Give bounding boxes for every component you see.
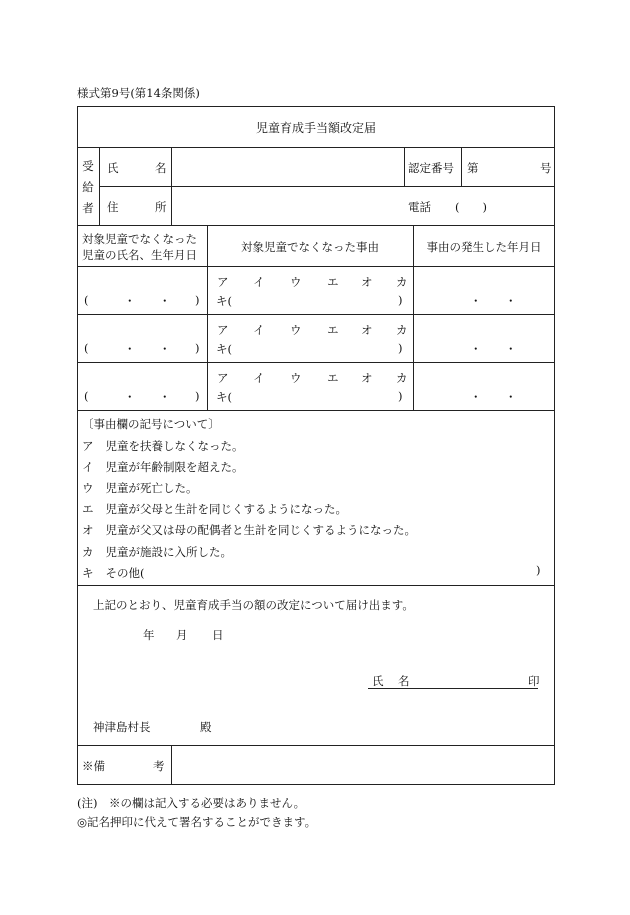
- note-key: オ: [82, 523, 94, 538]
- reason-option[interactable]: ウ: [290, 323, 302, 337]
- reason-other-field[interactable]: [230, 290, 390, 308]
- reason-option[interactable]: エ: [327, 275, 339, 289]
- recipient-label: 受 給 者: [82, 159, 94, 215]
- reason-option[interactable]: ア: [217, 371, 229, 385]
- cert-number-field[interactable]: [490, 150, 535, 183]
- name-field[interactable]: [176, 150, 400, 183]
- birth-dot: ・: [124, 342, 136, 356]
- reason-other-close: ): [398, 341, 403, 355]
- note-item: [82, 565, 145, 581]
- divider: [77, 362, 555, 363]
- child-name-birth-field[interactable]: [80, 269, 204, 311]
- birth-dot: ・: [124, 294, 136, 308]
- divider: [99, 186, 555, 187]
- divider: [77, 745, 555, 746]
- note-key: ウ: [82, 481, 94, 496]
- date-column-header: 事由の発生した年月日: [426, 240, 542, 254]
- footer-note-1: (注) ※の欄は記入する必要はありません。: [77, 796, 306, 810]
- phone-field[interactable]: ( ): [455, 200, 487, 214]
- birth-open-paren: (: [84, 341, 89, 355]
- divider: [171, 147, 172, 225]
- note-text: 児童が父又は母の配偶者と生計を同じくするようになった。: [105, 523, 416, 538]
- note-item: [82, 459, 244, 475]
- divider: [461, 147, 462, 186]
- honorific: 殿: [200, 720, 212, 734]
- note-text: 児童が父母と生計を同じくするようになった。: [105, 502, 347, 517]
- occurrence-date-field[interactable]: [416, 365, 552, 407]
- phone-label: 電話: [408, 200, 431, 214]
- reason-option[interactable]: イ: [253, 323, 265, 337]
- note-key: エ: [82, 502, 94, 517]
- note-item: [82, 544, 232, 560]
- divider: [77, 585, 555, 586]
- reason-option[interactable]: カ: [396, 275, 408, 289]
- name-label-2: 名: [155, 161, 167, 175]
- note-item: [82, 501, 347, 517]
- divider: [99, 147, 100, 225]
- divider: [171, 745, 172, 785]
- reason-option[interactable]: エ: [327, 371, 339, 385]
- reason-option[interactable]: イ: [253, 371, 265, 385]
- remarks-label-2: 考: [153, 759, 165, 773]
- cert-prefix: 第: [467, 161, 479, 175]
- birth-dot: ・: [159, 390, 171, 404]
- reason-other-close: ): [398, 389, 403, 403]
- seal-label: 印: [528, 674, 540, 688]
- reason-option[interactable]: オ: [361, 275, 373, 289]
- note-item: [82, 522, 416, 538]
- birth-close-paren: ): [195, 293, 200, 307]
- child-name-birth-field[interactable]: [80, 365, 204, 407]
- note-text: 児童が年齢制限を超えた。: [105, 460, 244, 475]
- birth-close-paren: ): [195, 389, 200, 403]
- note-text: 児童を扶養しなくなった。: [105, 439, 244, 453]
- reason-option[interactable]: イ: [253, 275, 265, 289]
- name-label-1: 氏: [107, 161, 119, 175]
- reason-option[interactable]: カ: [396, 371, 408, 385]
- note-text: 児童が死亡した。: [105, 481, 198, 496]
- divider: [77, 266, 555, 267]
- child-name-birth-field[interactable]: [80, 317, 204, 359]
- birth-open-paren: (: [84, 293, 89, 307]
- date-year: 年: [143, 628, 155, 642]
- date-day: 日: [212, 628, 224, 642]
- divider: [77, 225, 555, 226]
- note-key: キ: [82, 565, 94, 580]
- note-key: ア: [82, 439, 94, 453]
- reason-option[interactable]: ウ: [290, 371, 302, 385]
- reason-other-open[interactable]: キ(: [216, 342, 232, 356]
- occurrence-date-field[interactable]: [416, 317, 552, 359]
- reason-option[interactable]: オ: [361, 371, 373, 385]
- divider: [77, 410, 555, 411]
- addressee: 神津島村長: [93, 720, 151, 734]
- signer-name-label-1: 氏: [372, 674, 384, 688]
- reason-other-open[interactable]: キ(: [216, 390, 232, 404]
- note-text: 児童が施設に入所した。: [105, 544, 232, 559]
- note-item: [82, 480, 198, 496]
- remarks-label-1: ※備: [82, 759, 105, 773]
- reason-column-header: 対象児童でなくなった事由: [241, 240, 379, 254]
- address-field[interactable]: [176, 189, 401, 222]
- reason-other-field[interactable]: [230, 386, 390, 404]
- child-column-header: 対象児童でなくなった 児童の氏名、生年月日: [82, 232, 197, 262]
- date-dot: ・: [505, 294, 517, 308]
- form-number: 様式第9号(第14条関係): [77, 86, 200, 100]
- reason-other-close: ): [398, 293, 403, 307]
- remarks-field[interactable]: [176, 748, 550, 782]
- signer-name-line[interactable]: [368, 672, 538, 689]
- note-key: カ: [82, 544, 94, 559]
- birth-open-paren: (: [84, 389, 89, 403]
- birth-close-paren: ): [195, 341, 200, 355]
- form-title: 児童育成手当額改定届: [255, 121, 376, 135]
- reason-option[interactable]: エ: [327, 323, 339, 337]
- date-dot: ・: [505, 342, 517, 356]
- cert-number-label: 認定番号: [408, 161, 454, 175]
- date-dot: ・: [470, 294, 482, 308]
- birth-dot: ・: [159, 294, 171, 308]
- reason-option[interactable]: カ: [396, 323, 408, 337]
- notes-title: 〔事由欄の記号について〕: [82, 417, 220, 431]
- note-text: その他(: [105, 565, 145, 580]
- date-dot: ・: [470, 342, 482, 356]
- birth-dot: ・: [124, 390, 136, 404]
- signer-name-label-2: 名: [398, 674, 410, 688]
- divider: [404, 147, 405, 186]
- declaration-text: 上記のとおり、児童育成手当の額の改定について届け出ます。: [93, 598, 414, 612]
- date-dot: ・: [505, 390, 517, 404]
- note-item: [82, 438, 244, 454]
- reason-other-open[interactable]: キ(: [216, 294, 232, 308]
- reason-option[interactable]: ウ: [290, 275, 302, 289]
- birth-dot: ・: [159, 342, 171, 356]
- address-label-2: 所: [155, 200, 167, 214]
- notes-other-close: ): [536, 563, 541, 577]
- date-month: 月: [176, 628, 188, 642]
- divider: [77, 314, 555, 315]
- cert-suffix: 号: [540, 161, 552, 175]
- occurrence-date-field[interactable]: [416, 269, 552, 311]
- reason-option[interactable]: ア: [217, 275, 229, 289]
- divider: [77, 147, 555, 148]
- reason-option[interactable]: ア: [217, 323, 229, 337]
- reason-other-field[interactable]: [230, 338, 390, 356]
- address-label-1: 住: [107, 200, 119, 214]
- date-dot: ・: [470, 390, 482, 404]
- note-key: イ: [82, 460, 94, 475]
- footer-note-2: ◎記名押印に代えて署名することができます。: [77, 815, 317, 829]
- reason-option[interactable]: オ: [361, 323, 373, 337]
